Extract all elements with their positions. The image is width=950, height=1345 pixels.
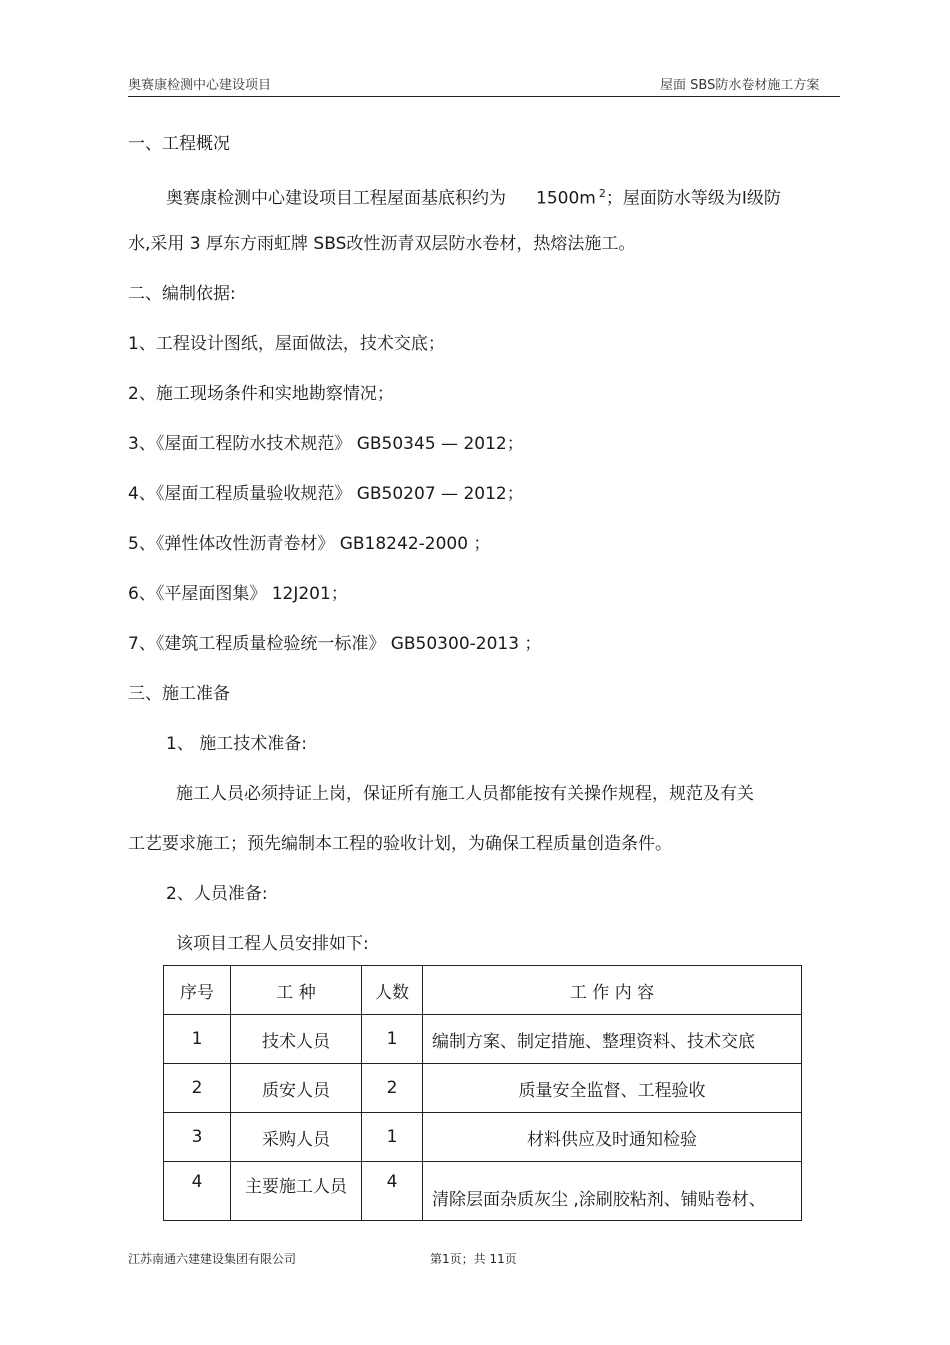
section2-title: 二、编制依据: [128,284,236,304]
cell-trade: 采购人员 [231,1113,362,1162]
basis-item-5: 5、《弹性体改性沥青卷材》 GB18242-2000 ； [128,534,491,554]
section1-paragraph-line2: 水,采用 3 厚东方雨虹牌 SBS改性沥青双层防水卷材，热熔法施工。 [128,234,636,254]
staff-prep-title: 2、人员准备: [166,884,268,904]
cell-count: 4 [362,1162,423,1221]
tech-prep-title: 1、 施工技术准备: [166,734,307,754]
section1-title: 一、工程概况 [128,134,230,154]
footer-company: 江苏南通六建建设集团有限公司 [128,1252,297,1266]
header-document-title: 屋面 SBS防水卷材施工方案 [660,78,820,93]
basis-item-1: 1、工程设计图纸，屋面做法，技术交底； [128,334,445,354]
header-cell-trade: 工 种 [231,966,362,1015]
header-cell-duty: 工 作 内 容 [423,966,802,1015]
cell-no: 4 [164,1162,231,1221]
tech-prep-line1: 施工人员必须持证上岗，保证所有施工人员都能按有关操作规程，规范及有关 [176,784,754,804]
table-row [164,1113,802,1162]
cell-duty: 材料供应及时通知检验 [423,1113,802,1162]
basis-item-3: 3、《屋面工程防水技术规范》 GB50345 — 2012； [128,434,524,454]
footer-page-number: 第1页；共 11页 [430,1252,517,1266]
basis-item-7: 7、《建筑工程质量检验统一标准》 GB50300-2013 ； [128,634,542,654]
basis-item-6: 6、《平屋面图集》 12J201； [128,584,348,604]
cell-no: 3 [164,1113,231,1162]
basis-item-2: 2、施工现场条件和实地勘察情况； [128,384,394,404]
cell-duty: 质量安全监督、工程验收 [423,1064,802,1113]
header-cell-no: 序号 [164,966,231,1015]
cell-no: 2 [164,1064,231,1113]
table-row [164,1162,802,1221]
section3-title: 三、施工准备 [128,684,230,704]
cell-duty: 清除层面杂质灰尘 ,涂刷胶粘剂、铺贴卷材、 [423,1162,802,1221]
header-project-name: 奥赛康检测中心建设项目 [128,78,272,93]
header-cell-count: 人数 [362,966,423,1015]
staff-table-intro: 该项目工程人员安排如下: [176,934,369,954]
table-row [164,1015,802,1064]
tech-prep-line2: 工艺要求施工；预先编制本工程的验收计划，为确保工程质量创造条件。 [128,834,672,854]
section1-paragraph-line1 [166,183,781,210]
cell-count: 1 [362,1113,423,1162]
line1-text-a: 奥赛康检测中心建设项目工程屋面基底积约为 [166,188,506,209]
table-header-row [164,966,802,1015]
cell-count: 2 [362,1064,423,1113]
basis-item-4: 4、《屋面工程质量验收规范》 GB50207 — 2012； [128,484,524,504]
cell-no: 1 [164,1015,231,1064]
line1-text-b: ；屋面防水等级为Ⅰ级防 [605,188,781,209]
area-superscript: 2 [598,187,606,200]
area-value: 1500m [536,188,596,209]
table-row [164,1064,802,1113]
staff-table [163,965,802,1221]
cell-duty: 编制方案、制定措施、整理资料、技术交底 [423,1015,802,1064]
header-divider [128,96,840,97]
cell-trade: 质安人员 [231,1064,362,1113]
cell-trade: 技术人员 [231,1015,362,1064]
cell-count: 1 [362,1015,423,1064]
cell-trade: 主要施工人员 [231,1162,362,1221]
